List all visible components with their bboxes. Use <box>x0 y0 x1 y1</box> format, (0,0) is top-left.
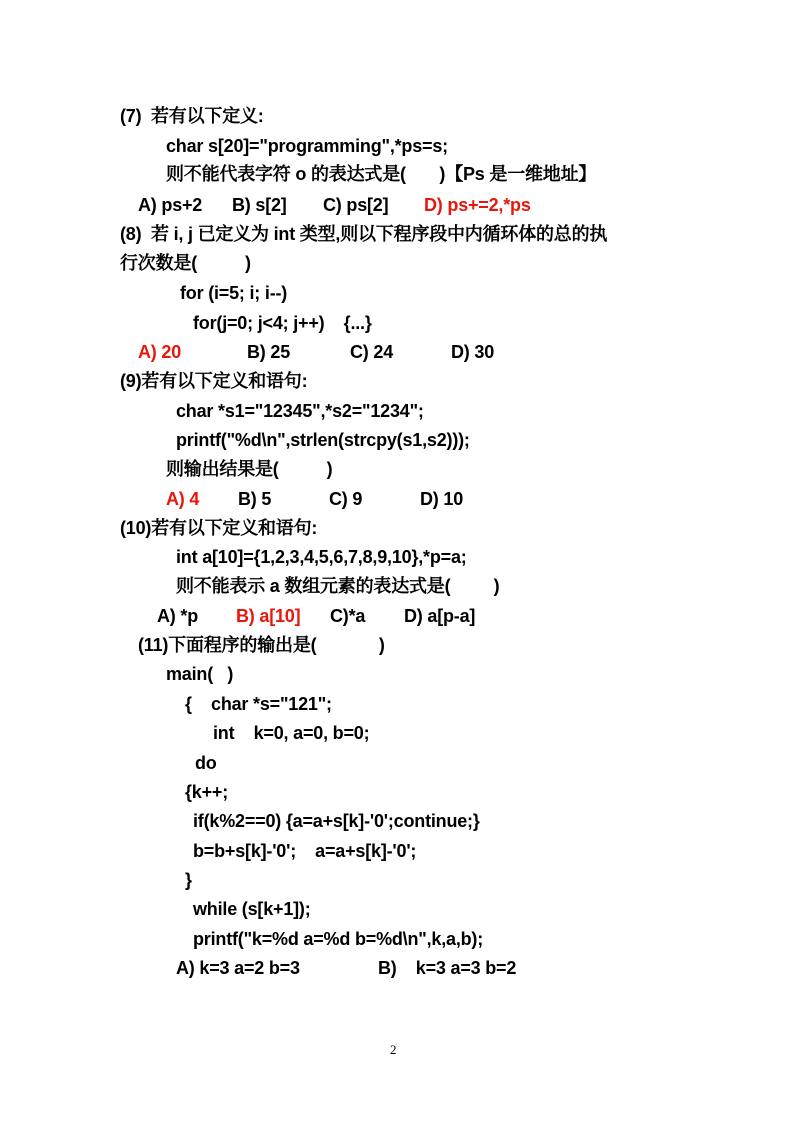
q9-heading: (9)若有以下定义和语句: <box>120 371 308 391</box>
q9-option-d: D) 10 <box>420 489 464 509</box>
q10-option-c: C)*a <box>330 606 366 626</box>
q11-code-while: while (s[k+1]); <box>193 899 311 919</box>
q11-code-decl-int: int k=0, a=0, b=0; <box>213 723 370 743</box>
q7-option-a: A) ps+2 <box>138 195 203 215</box>
q11-code-do: do <box>195 753 217 773</box>
q11-option-a: A) k=3 a=2 b=3 <box>176 958 300 978</box>
q9-option-b: B) 5 <box>238 489 272 509</box>
q9-question: 则输出结果是( ) <box>166 459 333 479</box>
q7-heading: (7) 若有以下定义: <box>120 106 264 126</box>
q8-heading-cont: 行次数是( ) <box>120 253 251 273</box>
q11-code-main: main( ) <box>166 664 234 684</box>
q10-code: int a[10]={1,2,3,4,5,6,7,8,9,10},*p=a; <box>176 547 467 567</box>
q11-code-block-close: } <box>185 870 192 890</box>
q8-option-c: C) 24 <box>350 342 394 362</box>
q11-code-if: if(k%2==0) {a=a+s[k]-'0';continue;} <box>193 811 480 831</box>
q11-code-printf: printf("k=%d a=%d b=%d\n",k,a,b); <box>193 929 484 949</box>
q8-code-outer-loop: for (i=5; i; i--) <box>180 283 288 303</box>
q11-code-block-open: {k++; <box>185 782 229 802</box>
q7-option-c: C) ps[2] <box>323 195 389 215</box>
q8-option-b: B) 25 <box>247 342 291 362</box>
q9-code-printf: printf("%d\n",strlen(strcpy(s1,s2))); <box>176 430 470 450</box>
q7-option-d-answer: D) ps+=2,*ps <box>424 195 531 215</box>
q9-option-a-answer: A) 4 <box>166 489 200 509</box>
q11-option-b: B) k=3 a=3 b=2 <box>378 958 517 978</box>
q7-code: char s[20]="programming",*ps=s; <box>166 136 448 156</box>
page-number: 2 <box>390 1042 397 1057</box>
q7-option-b: B) s[2] <box>232 195 287 215</box>
q8-heading: (8) 若 i, j 已定义为 int 类型,则以下程序段中内循环体的总的执 <box>120 224 608 244</box>
q11-code-assign: b=b+s[k]-'0'; a=a+s[k]-'0'; <box>193 841 417 861</box>
q8-option-d: D) 30 <box>451 342 495 362</box>
q7-question: 则不能代表字符 o 的表达式是( )【Ps 是一维地址】 <box>166 164 597 184</box>
q11-code-decl-s: { char *s="121"; <box>185 694 332 714</box>
q10-heading: (10)若有以下定义和语句: <box>120 518 318 538</box>
q11-heading: (11)下面程序的输出是( ) <box>138 635 385 655</box>
q8-code-inner-loop: for(j=0; j<4; j++) {...} <box>193 313 372 333</box>
q8-option-a-answer: A) 20 <box>138 342 182 362</box>
q10-question: 则不能表示 a 数组元素的表达式是( ) <box>176 576 500 596</box>
q10-option-d: D) a[p-a] <box>404 606 476 626</box>
q10-option-b-answer: B) a[10] <box>236 606 301 626</box>
q9-option-c: C) 9 <box>329 489 363 509</box>
q10-option-a: A) *p <box>157 606 198 626</box>
q9-code-decl: char *s1="12345",*s2="1234"; <box>176 401 424 421</box>
